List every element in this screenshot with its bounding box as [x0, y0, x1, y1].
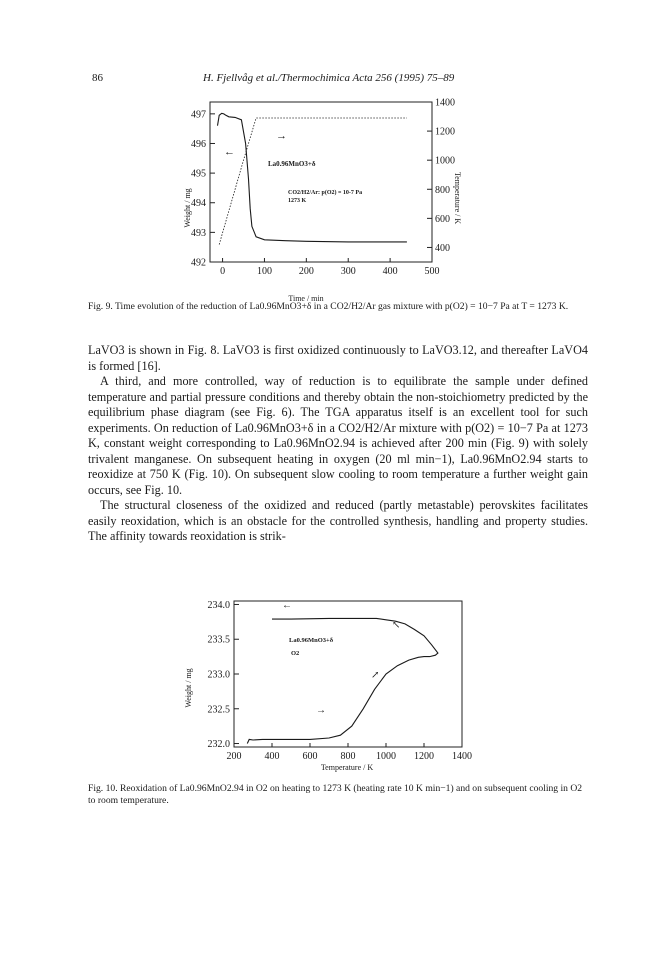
f9-series-1-line: [218, 113, 407, 242]
fig9-chart: [150, 96, 530, 304]
f10-x-tick-label: 200: [226, 751, 242, 762]
f9-y2-tick-label: 800: [435, 184, 450, 196]
fig10-arrow-back-icon: ↖: [392, 620, 401, 631]
running-header-citation: H. Fjellvåg et al./Thermochimica Acta 256 (1995) 75–89: [203, 72, 455, 84]
f10-x-tick-label: 800: [340, 751, 356, 762]
f9-y2-tick-label: 1000: [435, 155, 455, 167]
paragraph-2: A third, and more controlled, way of reduction is to equilibrate the sample under defined temperature and partial pressure conditions and thereby obtain the non-stoichiometry predicted by the equilibrium phase diagram (see Fig. 6). The TGA apparatus itself is an excellent tool for such experiments. On reduction of La0.96MnO3+δ in a CO2/H2/Ar mixture with p(O2) = 10−7 Pa at 1273 K, constant weight corresponding to La0.96MnO2.94 is achieved after 200 min (Fig. 9) with solely trivalent manganese. On subsequent heating in oxygen (20 ml min−1), La0.96MnO2.94 starts to reoxidize at 750 K (Fig. 10). On subsequent slow cooling to room temperature a further weight gain occurs, see Fig. 10.: [88, 374, 588, 497]
fig9-conditions-line1: CO2/H2/Ar: p(O2) = 10-7 Pa: [288, 190, 363, 196]
f10-x-tick-label: 400: [264, 751, 280, 762]
fig9-y-ticks: [191, 109, 215, 268]
fig9-y2-axis-label: Temperature / K: [453, 171, 462, 225]
fig10-y-axis-label: Weight / mg: [184, 668, 193, 708]
fig10-sample-label: La0.96MnO3+δ: [289, 637, 334, 644]
f9-y-tick-label: 492: [191, 257, 206, 269]
f9-y2-tick-label: 600: [435, 213, 450, 225]
fig9-y-axis-label: Weight / mg: [183, 188, 192, 228]
f9-y-tick-label: 496: [191, 138, 206, 150]
f9-x-tick-label: 500: [424, 266, 440, 277]
paragraph-1: LaVO3 is shown in Fig. 8. LaVO3 is first oxidized continuously to LaVO3.12, and thereafter LaVO4 is formed [16].: [88, 343, 588, 373]
fig9-caption: Fig. 9. Time evolution of the reduction of La0.96MnO3+δ in a CO2/H2/Ar gas mixture with p(O2) = 10−7 Pa at T = 1273 K.: [88, 301, 569, 312]
fig10-arrow-right-icon: →: [316, 705, 326, 716]
fig10-x-axis-label: Temperature / K: [320, 763, 374, 772]
f9-series-2-line: [219, 118, 407, 245]
f9-x-tick-label: 0: [220, 266, 226, 277]
fig9-plot-frame: [210, 102, 432, 262]
f9-y-tick-label: 495: [191, 168, 206, 180]
f10-y-tick-label: 234.0: [207, 599, 230, 611]
f10-series-1-line: [247, 618, 438, 743]
f10-x-tick-label: 1400: [452, 751, 472, 762]
f9-x-tick-label: 200: [298, 266, 314, 277]
fig10-gas-label: O2: [291, 650, 300, 657]
f9-x-tick-label: 100: [256, 266, 272, 277]
f10-y-tick-label: 232.0: [207, 739, 230, 751]
fig9-y2-ticks: [427, 98, 455, 254]
f9-y-tick-label: 494: [191, 198, 206, 210]
f10-x-tick-label: 1200: [414, 751, 434, 762]
f9-y-tick-label: 493: [191, 227, 206, 239]
f9-plot-border: [210, 102, 432, 262]
fig9-series: [218, 113, 407, 244]
f10-x-tick-label: 1000: [376, 751, 396, 762]
f9-y2-tick-label: 1400: [435, 97, 455, 109]
fig10-arrow-left-icon: ←: [282, 600, 292, 611]
fig9-x-ticks: [220, 258, 439, 277]
f9-y2-tick-label: 1200: [435, 126, 455, 138]
f9-x-tick-label: 400: [382, 266, 398, 277]
fig10-arrow-up-icon: ↗: [371, 670, 380, 681]
f10-plot-border: [234, 601, 462, 747]
fig10-x-ticks: [227, 743, 473, 762]
f9-y2-tick-label: 400: [435, 242, 450, 254]
f10-y-tick-label: 232.5: [207, 704, 230, 716]
f10-x-tick-label: 600: [302, 751, 318, 762]
body-text: [88, 343, 588, 545]
fig10-chart: [172, 596, 472, 774]
paragraph-3: The structural closeness of the oxidized and reduced (partly metastable) perovskites facilitates easily reoxidation, which is an obstacle for the controlled synthesis, handling and property studies. The affinity towards reoxidation is strik-: [88, 498, 588, 543]
page-number: 86: [92, 72, 103, 84]
fig9-sample-label: La0.96MnO3+δ: [268, 160, 316, 168]
fig9-x-axis-label: Time / min: [288, 294, 324, 303]
fig9-conditions-line2: 1273 K: [288, 198, 307, 204]
fig10-caption: Fig. 10. Reoxidation of La0.96MnO2.94 in O2 on heating to 1273 K (heating rate 10 K min−1) and on subsequent cooling in O2 to room temperature.: [88, 783, 583, 807]
fig9-arrow-left-icon: ←: [224, 146, 235, 158]
fig10-plot-frame: [234, 601, 462, 747]
f10-y-tick-label: 233.5: [207, 634, 230, 646]
fig9-arrow-right-icon: →: [276, 130, 287, 142]
fig10-series: [247, 618, 438, 743]
f9-x-tick-label: 300: [340, 266, 356, 277]
f9-y-tick-label: 497: [191, 109, 206, 121]
f10-y-tick-label: 233.0: [207, 669, 230, 681]
